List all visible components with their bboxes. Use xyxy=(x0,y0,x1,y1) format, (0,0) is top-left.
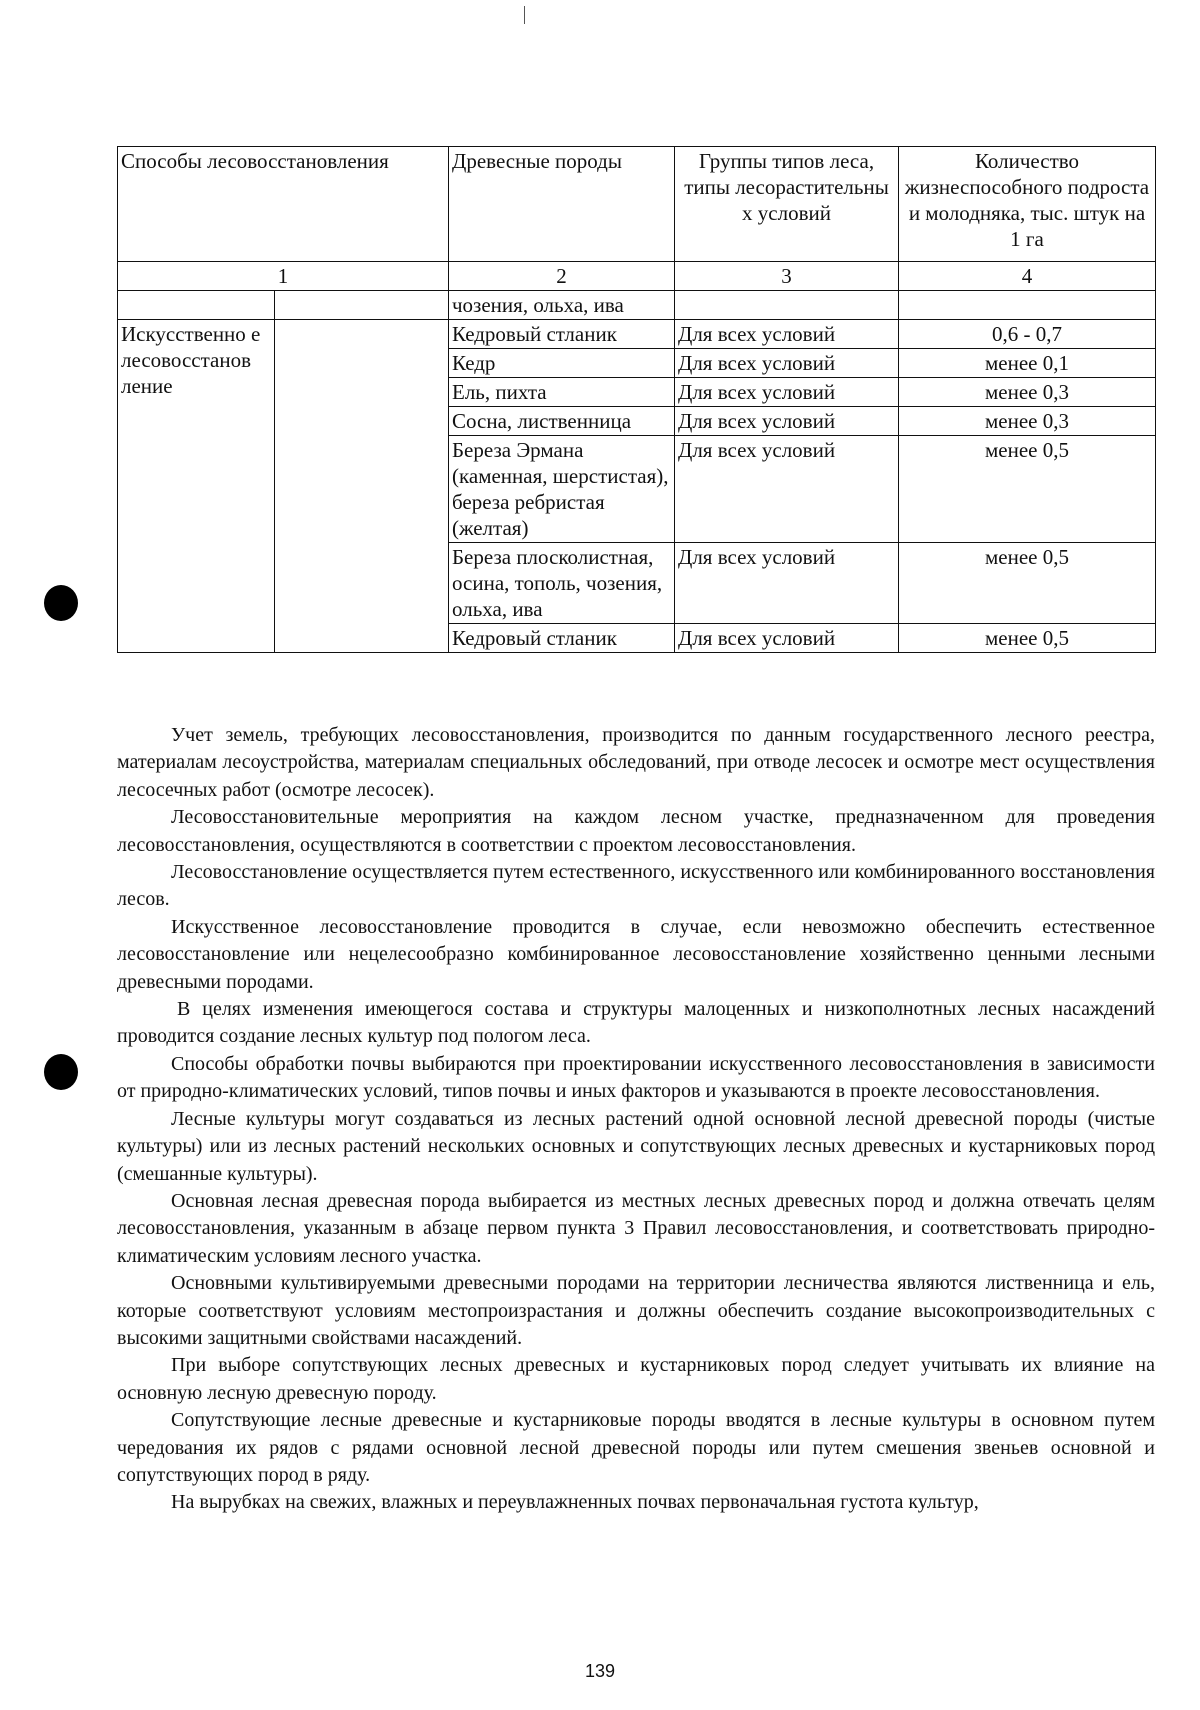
species-cell: Береза Эрмана (каменная, шерстистая), береза ребристая (желтая) xyxy=(449,436,675,543)
conditions-cell: Для всех условий xyxy=(675,378,899,407)
species-cell: Береза плосколистная, осина, тополь, чозения, ольха, ива xyxy=(449,543,675,624)
paragraph: Сопутствующие лесные древесные и кустарниковые породы вводятся в лесные культуры в основном путем чередования их рядов с рядами основной лесной древесной породы или путем смешения звеньев основной и сопутствующих пород в ряду. xyxy=(117,1409,1155,1486)
species-cell: Сосна, лиственница xyxy=(449,407,675,436)
header-method: Способы лесовосстановления xyxy=(118,147,449,262)
table-row xyxy=(118,320,1156,349)
conditions-cell xyxy=(675,291,899,320)
conditions-cell: Для всех условий xyxy=(675,436,899,543)
paragraph: При выборе сопутствующих лесных древесных и кустарниковых пород следует учитывать их влияние на основную лесную древесную породу. xyxy=(117,1354,1155,1404)
scan-mark xyxy=(524,6,525,24)
page-number: 139 xyxy=(584,1661,616,1681)
paragraph: Способы обработки почвы выбираются при проектировании искусственного лесовосстановления в зависимости от природно-климатических условий, типов почвы и иных факторов и указываются в проекте лесовосстановления. xyxy=(117,1052,1155,1103)
quantity-cell: менее 0,5 xyxy=(899,436,1156,543)
species-cell: Кедровый стланик xyxy=(449,624,675,653)
species-cell: Ель, пихта xyxy=(449,378,675,407)
species-cell: чозения, ольха, ива xyxy=(449,291,675,320)
paragraph: Основными культивируемыми древесными породами на территории лесничества являются лиственница и ель, которые соответствуют условиям местопроизрастания и должны обеспечить создание высокопроизводительных с высокими защитными свойствами насаждений. xyxy=(117,1272,1155,1349)
column-number: 3 xyxy=(675,262,899,291)
subgroup-cell xyxy=(275,320,449,653)
species-cell: Кедровый стланик xyxy=(449,320,675,349)
paragraph: В целях изменения имеющегося состава и структуры малоценных и низкополнотных лесных насаждений проводится создание лесных культур под пологом леса. xyxy=(117,998,1155,1048)
quantity-cell: менее 0,1 xyxy=(899,349,1156,378)
header-forest-types: Группы типов леса, типы лесорастительны х условий xyxy=(675,147,899,262)
quantity-cell: менее 0,5 xyxy=(899,624,1156,653)
subgroup-cell xyxy=(275,291,449,320)
column-number: 2 xyxy=(449,262,675,291)
quantity-cell: менее 0,3 xyxy=(899,378,1156,407)
quantity-cell: 0,6 - 0,7 xyxy=(899,320,1156,349)
column-number-row xyxy=(118,262,1156,291)
conditions-cell: Для всех условий xyxy=(675,624,899,653)
column-number: 1 xyxy=(118,262,449,291)
punch-hole-bottom xyxy=(44,1054,78,1090)
quantity-cell xyxy=(899,291,1156,320)
conditions-cell: Для всех условий xyxy=(675,543,899,624)
paragraph: Искусственное лесовосстановление проводится в случае, если невозможно обеспечить естественное лесовосстановление или нецелесообразно комбинированное лесовосстановление хозяйственно ценными лесными древесными породами. xyxy=(117,915,1155,993)
body-text xyxy=(117,722,1155,1517)
conditions-cell: Для всех условий xyxy=(675,349,899,378)
table-header-row xyxy=(118,147,1156,262)
paragraph: Основная лесная древесная порода выбирается из местных лесных древесных пород и должна отвечать целям лесовосстановления, указанным в абзаце первом пункта 3 Правил лесовосстановления, и соответствовать природно-климатическим условиям лесного участка. xyxy=(117,1189,1155,1267)
paragraph: Лесовосстановление осуществляется путем естественного, искусственного или комбинированного восстановления лесов. xyxy=(117,861,1155,911)
reforestation-table xyxy=(117,146,1156,653)
punch-hole-top xyxy=(44,585,78,621)
paragraph: Лесовосстановительные мероприятия на каждом лесном участке, предназначенном для проведения лесовосстановления, осуществляются в соответствии с проектом лесовосстановления. xyxy=(117,806,1155,856)
conditions-cell: Для всех условий xyxy=(675,407,899,436)
species-cell: Кедр xyxy=(449,349,675,378)
conditions-cell: Для всех условий xyxy=(675,320,899,349)
paragraph: Учет земель, требующих лесовосстановления, производится по данным государственного лесного реестра, материалам лесоустройства, материалам специальных обследований, при отводе лесосек и осмотре мест осуществления лесосечных работ (осмотре лесосек). xyxy=(117,724,1155,801)
header-quantity: Количество жизнеспособного подроста и молодняка, тыс. штук на 1 га xyxy=(899,147,1156,262)
column-number: 4 xyxy=(899,262,1156,291)
method-cell-empty xyxy=(118,291,275,320)
method-cell: Искусственно е лесовосстанов ление xyxy=(118,320,275,653)
paragraph: Лесные культуры могут создаваться из лесных растений одной основной лесной древесной породы (чистые культуры) или из лесных растений нескольких основных и сопутствующих лесных древесных и кустарниковых пород (смешанные культуры). xyxy=(117,1107,1155,1185)
quantity-cell: менее 0,5 xyxy=(899,543,1156,624)
header-species: Древесные породы xyxy=(449,147,675,262)
table-row xyxy=(118,291,1156,320)
quantity-cell: менее 0,3 xyxy=(899,407,1156,436)
paragraph: На вырубках на свежих, влажных и переувлажненных почвах первоначальная густота культур, xyxy=(171,1491,979,1514)
